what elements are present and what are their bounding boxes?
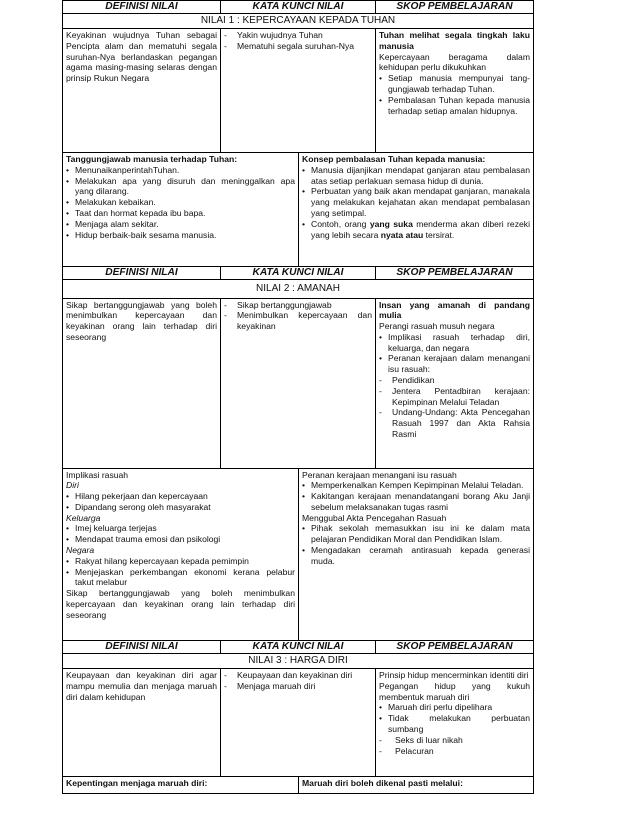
header-skop: SKOP PEMBELAJARAN [376, 267, 534, 280]
nilai1-detail-table [62, 153, 534, 267]
peranan-cell [299, 469, 534, 641]
kata-kunci-item: - Yakin wujudnya Tuhan [224, 30, 372, 41]
document-page [62, 0, 534, 794]
header-kata-kunci: KATA KUNCI NILAI [221, 267, 376, 280]
tanggungjawab-heading: Tanggungjawab manusia terhadap Tuhan: [66, 154, 238, 164]
tanggungjawab-cell [63, 153, 299, 266]
konsep-heading: Konsep pembalasan Tuhan kepada manusia: [302, 154, 486, 164]
skop-dash-item: - Undang-Undang: Akta Pencegahan Rasuah 1997 dan Akta Rahsia Rasmi [379, 407, 530, 439]
skop-text: Pegangan hidup yang kukuh membentuk maruah diri [379, 680, 530, 702]
skop-bullet: • Pembalasan Tuhan kepada manusia terhadap setiap amalan hidupnya. [379, 95, 530, 117]
skop-bullet: • Peranan kerajaan dalam menangani isu rasuah: [379, 353, 530, 375]
nilai1-table [62, 0, 534, 153]
header-row [63, 641, 534, 654]
nilai3-skop [376, 669, 534, 777]
nilai2-skop [376, 298, 534, 468]
kata-kunci-item: - Sikap bertanggungjawab [224, 300, 372, 311]
text-span: menderma akan diberi rezeki yang lebih secara [311, 218, 530, 240]
nilai1-skop [376, 29, 534, 153]
skop-dash-item: - Seks di luar nikah [379, 735, 530, 746]
skop-dash-item: - Pendidikan [379, 375, 530, 386]
nilai2-kata-kunci [221, 298, 376, 468]
list-item [302, 219, 530, 241]
list-item: • Menjejaskan perkembangan ekonomi kerana pelabur takut melabur [66, 567, 295, 589]
nilai3-kata-kunci [221, 669, 376, 777]
skop-heading: Tuhan melihat segala tingkah laku manusia [379, 30, 530, 51]
nilai1-definisi: Keyakinan wujudnya Tuhan sebagai Pencipta alam dan mematuhi segala suruhan-Nya berlandaskan pegangan agama masing-masing selaras dengan prinsip Rukun Negara [63, 29, 221, 153]
nilai3-detail-table [62, 777, 534, 794]
list-item: • Hidup berbaik-baik sesama manusia. [66, 230, 295, 241]
skop-dash-item: - Jentera Pentadbiran kerajaan: Kepimpinan Melalui Teladan [379, 386, 530, 408]
kata-kunci-item: - Menimbulkan kepercayaan dan keyakinan [224, 310, 372, 332]
nilai3-definisi: Keupayaan dan keyakinan diri agar mampu memulia dan menjaga maruah diri dalam kehidupan [63, 669, 221, 777]
list-item: • Manusia dijanjikan mendapat ganjaran atau pembalasan atas setiap perlakuan semasa hidup di dunia. [302, 165, 530, 187]
skop-bullet: • Setiap manusia mempunyai tang-gungjawab terhadap Tuhan. [379, 73, 530, 95]
list-item: • Melakukan apa yang disuruh dan meninggalkan apa yang dilarang. [66, 176, 295, 198]
list-item: • Rakyat hilang kepercayaan kepada pemimpin [66, 556, 295, 567]
peranan-subheading: Menggubal Akta Pencegahan Rasuah [302, 512, 447, 523]
negara-label: Negara [66, 545, 95, 556]
bold-span: yang suka [369, 218, 413, 229]
skop-text: Perangi rasuah musuh negara [379, 321, 495, 332]
header-definisi: DEFINISI NILAI [63, 641, 221, 654]
keluarga-label: Keluarga [66, 512, 101, 523]
dikenal-heading: Maruah diri boleh dikenal pasti melalui: [299, 777, 534, 794]
list-item: • Memperkenalkan Kempen Kepimpinan Melalui Teladan. [302, 480, 530, 491]
list-item: • Mengadakan ceramah antirasuah kepada generasi muda. [302, 545, 530, 567]
list-item: • Perbuatan yang baik akan mendapat ganjaran, manakala yang melakukan kejahatan akan mendapat pembalasan yang setimpal. [302, 186, 530, 218]
kata-kunci-item: - Menjaga maruah diri [224, 681, 372, 692]
nilai3-title: NILAI 3 : HARGA DIRI [63, 654, 534, 669]
nilai2-table [62, 267, 534, 469]
text-span: Contoh, orang [311, 218, 370, 229]
implikasi-closing: Sikap bertanggungjawab yang boleh menimbulkan kepercayaan dan keyakinan orang lain terhadap diri seseorang [66, 588, 295, 620]
skop-text: Prinsip hidup mencerminkan identiti diri [379, 670, 529, 680]
header-skop: SKOP PEMBELAJARAN [376, 641, 534, 654]
peranan-heading: Peranan kerajaan menangani isu rasuah [302, 469, 457, 480]
header-definisi: DEFINISI NILAI [63, 267, 221, 280]
kata-kunci-item: - Keupayaan dan keyakinan diri [224, 670, 372, 681]
list-item: • Melakukan kebaikan. [66, 197, 295, 208]
bold-span: nyata atau [380, 229, 424, 240]
skop-bullet: • Implikasi rasuah terhadap diri, keluarga, dan negara [379, 332, 530, 354]
nilai2-detail-table [62, 469, 534, 642]
list-item: • Taat dan hormat kepada ibu bapa. [66, 208, 295, 219]
nilai1-kata-kunci [221, 29, 376, 153]
nilai2-title: NILAI 2 : AMANAH [63, 279, 534, 298]
skop-heading: Insan yang amanah di pandang mulia [379, 299, 530, 321]
implikasi-heading: Implikasi rasuah [66, 469, 129, 480]
konsep-cell [299, 153, 534, 266]
list-item: • Imej keluarga terjejas [66, 523, 295, 534]
header-row [63, 267, 534, 280]
nilai1-title: NILAI 1 : KEPERCAYAAN KEPADA TUHAN [63, 14, 534, 29]
nilai3-table [62, 641, 534, 777]
diri-label: Diri [66, 480, 79, 491]
list-item: • Hilang pekerjaan dan kepercayaan [66, 491, 295, 502]
skop-bullet: • Tidak melakukan perbuatan sumbang [379, 713, 530, 735]
kepentingan-heading: Kepentingan menjaga maruah diri: [63, 777, 299, 794]
header-definisi: DEFINISI NILAI [63, 1, 221, 14]
kata-kunci-item: - Mematuhi segala suruhan-Nya [224, 41, 372, 52]
text-span: tersirat. [423, 229, 455, 240]
skop-dash-item: - Pelacuran [379, 746, 530, 757]
header-kata-kunci: KATA KUNCI NILAI [221, 641, 376, 654]
list-item: • Menjaga alam sekitar. [66, 219, 295, 230]
list-item: • Dipandang serong oleh masyarakat [66, 502, 295, 513]
header-kata-kunci: KATA KUNCI NILAI [221, 1, 376, 14]
nilai2-definisi: Sikap bertanggungjawab yang boleh menimbulkan kepercayaan dan keyakinan orang lain terhadap diri seseorang [63, 298, 221, 468]
header-row [63, 1, 534, 14]
skop-bullet: • Maruah diri perlu dipelihara [379, 702, 530, 713]
header-skop: SKOP PEMBELAJARAN [376, 1, 534, 14]
list-item: • Pihak sekolah memasukkan isu ini ke dalam mata pelajaran Pendidikan Moral dan Pendidikan Islam. [302, 523, 530, 545]
implikasi-cell [63, 469, 299, 641]
list-item: • MenunaikanperintahTuhan. [66, 165, 295, 176]
list-item: • Kakitangan kerajaan menandatangani borang Aku Janji sebelum melaksanakan tugas rasmi [302, 491, 530, 513]
skop-text: Kepercayaan beragama dalam kehidupan perlu dikukuhkan [379, 51, 530, 73]
list-item: • Mendapat trauma emosi dan psikologi [66, 534, 295, 545]
